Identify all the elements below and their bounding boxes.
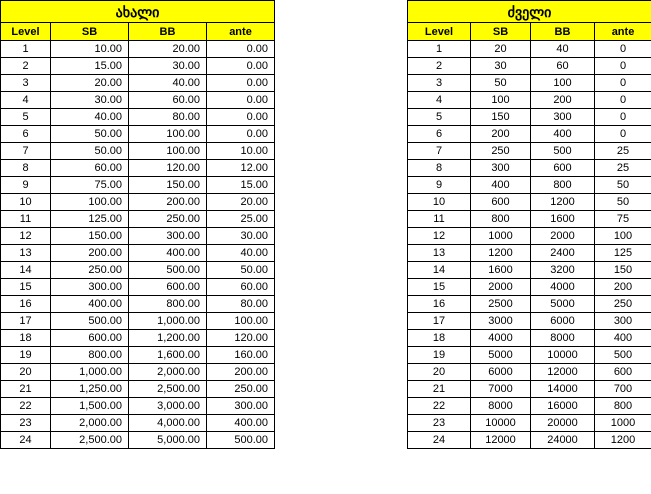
cell-level: 24: [1, 432, 51, 449]
table-row: [1, 279, 275, 296]
column-header-ante: ante: [207, 23, 275, 41]
cell-ante: 0.00: [207, 41, 275, 58]
cell-ante: 50.00: [207, 262, 275, 279]
cell-ante: 400.00: [207, 415, 275, 432]
cell-level: 8: [408, 160, 471, 177]
column-header-bb: BB: [129, 23, 207, 41]
table-row: [408, 415, 651, 432]
cell-level: 20: [1, 364, 51, 381]
table-row: [1, 109, 275, 126]
cell-ante: 50: [595, 194, 651, 211]
cell-sb: 30: [471, 58, 531, 75]
table-header-row: [408, 23, 651, 41]
cell-ante: 0.00: [207, 126, 275, 143]
table-row: [408, 177, 651, 194]
cell-bb: 200: [531, 92, 595, 109]
cell-bb: 2000: [531, 228, 595, 245]
table-title-row: [1, 1, 275, 23]
column-header-ante: ante: [595, 23, 651, 41]
cell-level: 22: [408, 398, 471, 415]
table-row: [1, 126, 275, 143]
table-row: [1, 313, 275, 330]
cell-ante: 15.00: [207, 177, 275, 194]
table-title-row: [408, 1, 651, 23]
table-title: ახალი: [1, 1, 275, 23]
cell-sb: 7000: [471, 381, 531, 398]
table-row: [1, 364, 275, 381]
cell-ante: 50: [595, 177, 651, 194]
cell-ante: 40.00: [207, 245, 275, 262]
cell-sb: 200.00: [51, 245, 129, 262]
table-header-row: [1, 23, 275, 41]
cell-ante: 0.00: [207, 109, 275, 126]
cell-ante: 250.00: [207, 381, 275, 398]
cell-sb: 2000: [471, 279, 531, 296]
cell-bb: 4000: [531, 279, 595, 296]
cell-sb: 125.00: [51, 211, 129, 228]
cell-bb: 100.00: [129, 143, 207, 160]
cell-level: 5: [1, 109, 51, 126]
cell-level: 23: [1, 415, 51, 432]
cell-ante: 30.00: [207, 228, 275, 245]
cell-level: 12: [1, 228, 51, 245]
cell-sb: 10.00: [51, 41, 129, 58]
cell-sb: 30.00: [51, 92, 129, 109]
cell-bb: 400.00: [129, 245, 207, 262]
cell-level: 7: [408, 143, 471, 160]
cell-level: 12: [408, 228, 471, 245]
cell-ante: 800: [595, 398, 651, 415]
cell-ante: 1000: [595, 415, 651, 432]
table-row: [408, 330, 651, 347]
table-row: [1, 194, 275, 211]
blinds-table-old-panel: [407, 0, 651, 449]
cell-bb: 80.00: [129, 109, 207, 126]
cell-bb: 300: [531, 109, 595, 126]
table-row: [1, 143, 275, 160]
cell-level: 13: [408, 245, 471, 262]
cell-bb: 100: [531, 75, 595, 92]
cell-bb: 10000: [531, 347, 595, 364]
cell-sb: 400.00: [51, 296, 129, 313]
cell-sb: 8000: [471, 398, 531, 415]
cell-level: 11: [408, 211, 471, 228]
cell-level: 6: [1, 126, 51, 143]
blinds-table-new: [0, 0, 275, 449]
table-row: [1, 92, 275, 109]
cell-ante: 0: [595, 92, 651, 109]
cell-ante: 500.00: [207, 432, 275, 449]
cell-ante: 700: [595, 381, 651, 398]
cell-level: 14: [408, 262, 471, 279]
cell-bb: 5,000.00: [129, 432, 207, 449]
cell-bb: 2400: [531, 245, 595, 262]
table-row: [1, 347, 275, 364]
table-row: [1, 262, 275, 279]
table-row: [408, 75, 651, 92]
cell-bb: 300.00: [129, 228, 207, 245]
cell-level: 20: [408, 364, 471, 381]
cell-sb: 1600: [471, 262, 531, 279]
cell-ante: 20.00: [207, 194, 275, 211]
table-row: [1, 381, 275, 398]
cell-ante: 400: [595, 330, 651, 347]
cell-level: 21: [1, 381, 51, 398]
cell-ante: 300.00: [207, 398, 275, 415]
cell-ante: 1200: [595, 432, 651, 449]
cell-sb: 1,500.00: [51, 398, 129, 415]
cell-bb: 16000: [531, 398, 595, 415]
table-row: [1, 330, 275, 347]
table-row: [1, 75, 275, 92]
cell-sb: 100.00: [51, 194, 129, 211]
cell-level: 14: [1, 262, 51, 279]
table-row: [1, 245, 275, 262]
table-row: [408, 109, 651, 126]
cell-sb: 800: [471, 211, 531, 228]
cell-bb: 20000: [531, 415, 595, 432]
cell-bb: 40.00: [129, 75, 207, 92]
cell-sb: 2500: [471, 296, 531, 313]
cell-sb: 2,500.00: [51, 432, 129, 449]
cell-level: 22: [1, 398, 51, 415]
cell-sb: 4000: [471, 330, 531, 347]
cell-level: 19: [408, 347, 471, 364]
cell-sb: 200: [471, 126, 531, 143]
cell-sb: 6000: [471, 364, 531, 381]
cell-bb: 3,000.00: [129, 398, 207, 415]
cell-ante: 600: [595, 364, 651, 381]
cell-bb: 800.00: [129, 296, 207, 313]
cell-ante: 0.00: [207, 75, 275, 92]
cell-ante: 0: [595, 58, 651, 75]
cell-bb: 6000: [531, 313, 595, 330]
cell-sb: 75.00: [51, 177, 129, 194]
cell-level: 9: [1, 177, 51, 194]
cell-bb: 2,500.00: [129, 381, 207, 398]
cell-ante: 200.00: [207, 364, 275, 381]
cell-level: 16: [1, 296, 51, 313]
cell-level: 15: [1, 279, 51, 296]
cell-sb: 800.00: [51, 347, 129, 364]
cell-bb: 600: [531, 160, 595, 177]
cell-level: 2: [408, 58, 471, 75]
cell-sb: 1,250.00: [51, 381, 129, 398]
cell-level: 19: [1, 347, 51, 364]
column-header-bb: BB: [531, 23, 595, 41]
cell-level: 17: [1, 313, 51, 330]
column-header-level: Level: [1, 23, 51, 41]
cell-ante: 500: [595, 347, 651, 364]
cell-level: 18: [408, 330, 471, 347]
cell-ante: 12.00: [207, 160, 275, 177]
cell-ante: 200: [595, 279, 651, 296]
cell-ante: 0.00: [207, 58, 275, 75]
cell-level: 15: [408, 279, 471, 296]
cell-bb: 150.00: [129, 177, 207, 194]
table-row: [1, 228, 275, 245]
table-row: [408, 58, 651, 75]
cell-ante: 0: [595, 41, 651, 58]
cell-level: 18: [1, 330, 51, 347]
table-row: [408, 432, 651, 449]
table-row: [408, 364, 651, 381]
cell-level: 21: [408, 381, 471, 398]
cell-bb: 40: [531, 41, 595, 58]
table-row: [1, 177, 275, 194]
table-row: [1, 160, 275, 177]
table-row: [1, 296, 275, 313]
cell-ante: 0: [595, 109, 651, 126]
cell-sb: 20: [471, 41, 531, 58]
column-header-sb: SB: [51, 23, 129, 41]
cell-ante: 0: [595, 126, 651, 143]
cell-sb: 300: [471, 160, 531, 177]
cell-ante: 60.00: [207, 279, 275, 296]
cell-bb: 12000: [531, 364, 595, 381]
cell-level: 10: [408, 194, 471, 211]
table-row: [408, 41, 651, 58]
cell-bb: 200.00: [129, 194, 207, 211]
cell-sb: 1200: [471, 245, 531, 262]
table-row: [1, 398, 275, 415]
cell-sb: 50.00: [51, 143, 129, 160]
cell-sb: 40.00: [51, 109, 129, 126]
cell-sb: 250.00: [51, 262, 129, 279]
cell-bb: 4,000.00: [129, 415, 207, 432]
cell-bb: 100.00: [129, 126, 207, 143]
cell-bb: 400: [531, 126, 595, 143]
table-row: [408, 245, 651, 262]
cell-sb: 5000: [471, 347, 531, 364]
cell-sb: 3000: [471, 313, 531, 330]
cell-level: 1: [1, 41, 51, 58]
cell-sb: 1000: [471, 228, 531, 245]
cell-ante: 80.00: [207, 296, 275, 313]
cell-bb: 5000: [531, 296, 595, 313]
cell-level: 4: [1, 92, 51, 109]
cell-bb: 14000: [531, 381, 595, 398]
table-row: [408, 381, 651, 398]
table-row: [408, 347, 651, 364]
cell-sb: 400: [471, 177, 531, 194]
cell-ante: 100.00: [207, 313, 275, 330]
cell-bb: 250.00: [129, 211, 207, 228]
cell-bb: 600.00: [129, 279, 207, 296]
cell-ante: 10.00: [207, 143, 275, 160]
cell-level: 3: [408, 75, 471, 92]
cell-ante: 150: [595, 262, 651, 279]
table-row: [1, 58, 275, 75]
blinds-table-old: [407, 0, 651, 449]
cell-sb: 12000: [471, 432, 531, 449]
cell-ante: 160.00: [207, 347, 275, 364]
cell-bb: 500.00: [129, 262, 207, 279]
cell-bb: 1,200.00: [129, 330, 207, 347]
table-row: [408, 160, 651, 177]
cell-level: 13: [1, 245, 51, 262]
table-row: [408, 296, 651, 313]
table-row: [1, 415, 275, 432]
cell-bb: 24000: [531, 432, 595, 449]
cell-level: 16: [408, 296, 471, 313]
cell-ante: 250: [595, 296, 651, 313]
cell-ante: 75: [595, 211, 651, 228]
table-row: [408, 143, 651, 160]
cell-ante: 300: [595, 313, 651, 330]
cell-level: 6: [408, 126, 471, 143]
cell-bb: 120.00: [129, 160, 207, 177]
cell-level: 10: [1, 194, 51, 211]
cell-bb: 1,600.00: [129, 347, 207, 364]
cell-level: 5: [408, 109, 471, 126]
cell-sb: 15.00: [51, 58, 129, 75]
column-header-sb: SB: [471, 23, 531, 41]
table-row: [408, 126, 651, 143]
cell-level: 3: [1, 75, 51, 92]
table-row: [408, 279, 651, 296]
cell-bb: 30.00: [129, 58, 207, 75]
table-row: [408, 211, 651, 228]
cell-bb: 60.00: [129, 92, 207, 109]
cell-sb: 60.00: [51, 160, 129, 177]
cell-ante: 25: [595, 160, 651, 177]
cell-bb: 3200: [531, 262, 595, 279]
blinds-table-new-panel: [0, 0, 274, 449]
cell-sb: 250: [471, 143, 531, 160]
cell-level: 1: [408, 41, 471, 58]
cell-ante: 125: [595, 245, 651, 262]
cell-ante: 0.00: [207, 92, 275, 109]
table-title: ძველი: [408, 1, 651, 23]
cell-sb: 20.00: [51, 75, 129, 92]
cell-level: 24: [408, 432, 471, 449]
cell-level: 9: [408, 177, 471, 194]
cell-sb: 150.00: [51, 228, 129, 245]
cell-sb: 100: [471, 92, 531, 109]
table-row: [1, 41, 275, 58]
cell-sb: 150: [471, 109, 531, 126]
table-row: [1, 211, 275, 228]
cell-sb: 500.00: [51, 313, 129, 330]
cell-bb: 60: [531, 58, 595, 75]
table-row: [408, 92, 651, 109]
cell-bb: 500: [531, 143, 595, 160]
table-row: [408, 398, 651, 415]
cell-level: 4: [408, 92, 471, 109]
cell-bb: 1,000.00: [129, 313, 207, 330]
cell-ante: 25.00: [207, 211, 275, 228]
cell-ante: 25: [595, 143, 651, 160]
column-header-level: Level: [408, 23, 471, 41]
cell-bb: 8000: [531, 330, 595, 347]
cell-sb: 50: [471, 75, 531, 92]
table-row: [408, 194, 651, 211]
cell-bb: 1200: [531, 194, 595, 211]
cell-ante: 100: [595, 228, 651, 245]
table-row: [1, 432, 275, 449]
table-row: [408, 228, 651, 245]
cell-ante: 0: [595, 75, 651, 92]
cell-level: 2: [1, 58, 51, 75]
cell-ante: 120.00: [207, 330, 275, 347]
cell-sb: 1,000.00: [51, 364, 129, 381]
cell-sb: 50.00: [51, 126, 129, 143]
table-row: [408, 313, 651, 330]
cell-level: 8: [1, 160, 51, 177]
cell-sb: 10000: [471, 415, 531, 432]
cell-level: 23: [408, 415, 471, 432]
cell-sb: 600.00: [51, 330, 129, 347]
cell-bb: 2,000.00: [129, 364, 207, 381]
cell-level: 7: [1, 143, 51, 160]
cell-level: 11: [1, 211, 51, 228]
cell-sb: 2,000.00: [51, 415, 129, 432]
cell-bb: 1600: [531, 211, 595, 228]
cell-bb: 800: [531, 177, 595, 194]
cell-level: 17: [408, 313, 471, 330]
cell-bb: 20.00: [129, 41, 207, 58]
cell-sb: 600: [471, 194, 531, 211]
table-row: [408, 262, 651, 279]
cell-sb: 300.00: [51, 279, 129, 296]
